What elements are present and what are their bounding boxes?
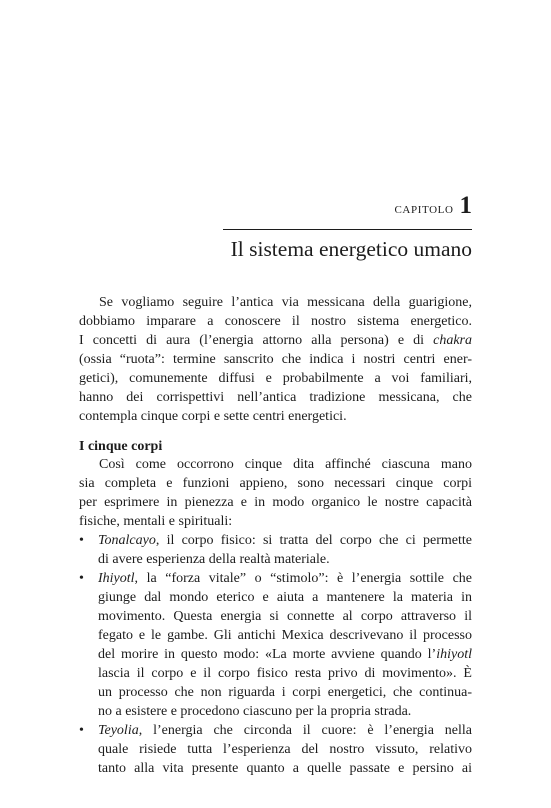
- bullet-line: un processo che non riguarda i corpi energetici, che continua-: [98, 685, 472, 700]
- intro-text: I concetti di aura (l’energia attorno alla persona) e di: [79, 333, 425, 348]
- bullet-line: lascia il corpo e il corpo fisico resta privo di movimento». È: [98, 666, 472, 681]
- bullet-line: fegato e le gambe. Gli antichi Mexica descrivevano il processo: [98, 628, 472, 643]
- bullet-icon: •: [79, 571, 84, 586]
- bullet-line: di avere esperienza della realtà materiale.: [98, 552, 330, 567]
- section-line: fisiche, mentali e spirituali:: [79, 514, 233, 529]
- bullet-line: [79, 569, 472, 588]
- bullet-text: , l’energia che circonda il cuore: è l’energia nella: [138, 723, 472, 738]
- bullet-icon: •: [79, 533, 84, 548]
- intro-paragraph: [79, 293, 472, 426]
- section-paragraph: [79, 455, 472, 531]
- bullet-item-teyolia: [79, 721, 472, 778]
- term-ihiyotl: Ihiyotl: [98, 571, 135, 586]
- intro-line: [79, 331, 472, 350]
- bullet-item-tonalcayo: [79, 531, 472, 569]
- bullet-line: no a esistere e procedono ciascuno per la propria strada.: [98, 704, 412, 719]
- intro-line: dobbiamo imparare a conoscere il nostro sistema energetico.: [79, 314, 472, 329]
- bullet-line: quale risiede tutta l’esperienza del nostro vissuto, relativo: [98, 742, 472, 757]
- bullet-line: [79, 645, 472, 664]
- chapter-title: Il sistema energetico umano: [230, 237, 472, 261]
- intro-line: contempla cinque corpi e sette centri energetici.: [79, 409, 347, 424]
- bullet-text: , il corpo fisico: si tratta del corpo che ci permette: [155, 533, 472, 548]
- term-teyolia: Teyolia: [98, 723, 139, 738]
- section-line: per esprimere in pienezza e in modo organico le nostre capacità: [79, 495, 472, 510]
- section-line: Così come occorrono cinque dita affinché ciascuna mano: [99, 457, 472, 472]
- bullet-line: [79, 721, 472, 740]
- intro-line: getici), comunemente diffusi e probabilmente a voi familiari,: [79, 371, 472, 386]
- bullet-line: tanto alla vita presente quanto a quelle passate e persino ai: [98, 761, 472, 776]
- chapter-rule: [223, 229, 472, 230]
- bullet-text: , la “forza vitale” o “stimolo”: è l’energia sottile che: [134, 571, 472, 586]
- chapter-number: 1: [459, 192, 472, 219]
- term-tonalcayo: Tonalcayo: [98, 533, 156, 548]
- section-heading: I cinque corpi: [79, 439, 163, 454]
- bullet-line: [79, 531, 472, 550]
- intro-line: (ossia “ruota”: termine sanscrito che indica i nostri centri ener-: [79, 352, 472, 367]
- section-line: sia completa e funzioni appieno, sono necessari cinque corpi: [79, 476, 472, 491]
- chapter-label: [395, 193, 473, 218]
- bullet-list: [79, 531, 472, 778]
- bullet-icon: •: [79, 723, 84, 738]
- intro-line: hanno dei corrispettivi nell’antica tradizione messicana, che: [79, 390, 472, 405]
- term-ihiyotl-inline: ihiyotl: [436, 647, 472, 662]
- intro-line: Se vogliamo seguire l’antica via messicana della guarigione,: [99, 295, 472, 310]
- bullet-text: del morire in questo modo: «La morte avviene quando l’: [98, 647, 437, 662]
- bullet-line: movimento. Questa energia si connette al corpo attraverso il: [98, 609, 472, 624]
- bullet-line: giunge dal mondo eterico e aiuta a mantenere la materia in: [98, 590, 472, 605]
- chapter-word: CAPITOLO: [394, 204, 454, 216]
- bullet-item-ihiyotl: [79, 569, 472, 721]
- intro-term-chakra: chakra: [433, 333, 472, 348]
